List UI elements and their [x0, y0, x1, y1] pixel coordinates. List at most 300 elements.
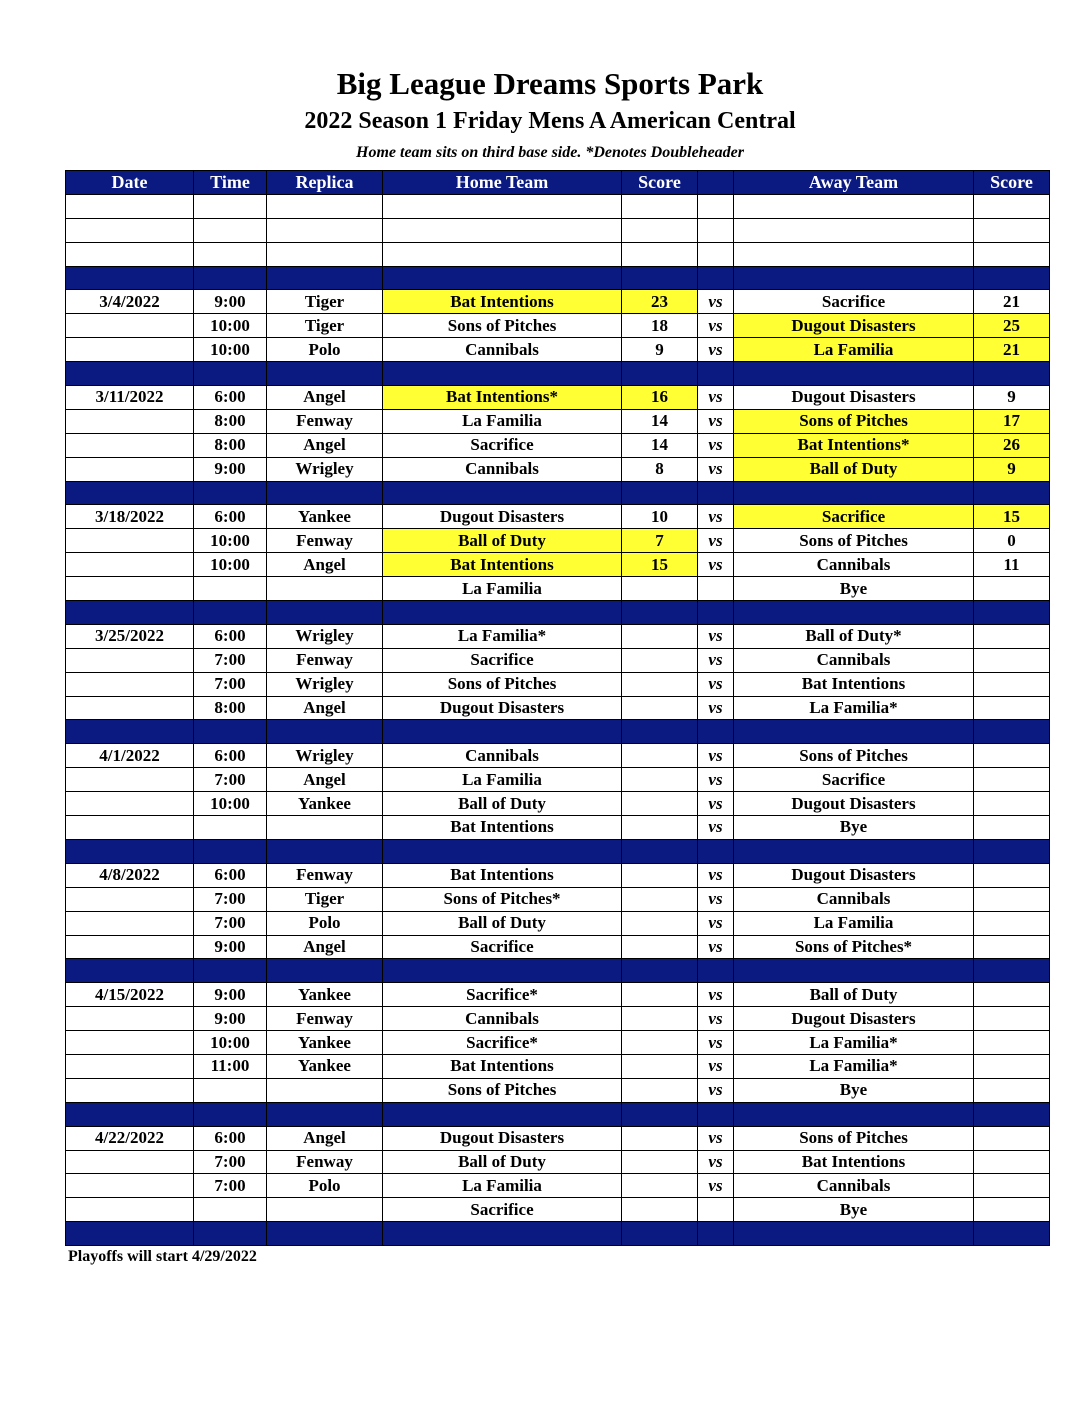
- game-row: [66, 529, 1050, 553]
- date-cell: [66, 1054, 194, 1078]
- away-score-cell: [974, 816, 1050, 840]
- replica-cell: Yankee: [267, 1031, 383, 1055]
- replica-cell: Yankee: [267, 1054, 383, 1078]
- away-team-cell: Cannibals: [734, 648, 974, 672]
- week-separator-row: [66, 839, 1050, 863]
- away-score-cell: [974, 1222, 1050, 1246]
- game-row: [66, 409, 1050, 433]
- away-score-cell: 26: [974, 433, 1050, 457]
- playoffs-note: Playoffs will start 4/29/2022: [68, 1248, 257, 1265]
- away-score-cell: [974, 624, 1050, 648]
- date-cell: 3/11/2022: [66, 386, 194, 410]
- home-score-cell: 9: [622, 338, 698, 362]
- time-cell: [194, 362, 267, 386]
- home-team-cell: Dugout Disasters: [383, 1126, 622, 1150]
- away-team-cell: Cannibals: [734, 1174, 974, 1198]
- away-team-cell: [734, 1222, 974, 1246]
- date-cell: [66, 601, 194, 625]
- vs-cell: vs: [698, 816, 734, 840]
- home-score-cell: [622, 887, 698, 911]
- away-team-cell: Sons of Pitches: [734, 744, 974, 768]
- replica-cell: [267, 577, 383, 601]
- home-team-cell: Ball of Duty: [383, 529, 622, 553]
- home-team-cell: Ball of Duty: [383, 792, 622, 816]
- date-cell: [66, 1031, 194, 1055]
- date-cell: [66, 242, 194, 266]
- home-team-cell: Ball of Duty: [383, 911, 622, 935]
- time-cell: [194, 601, 267, 625]
- time-cell: 6:00: [194, 1126, 267, 1150]
- home-score-cell: [622, 1198, 698, 1222]
- vs-cell: [698, 839, 734, 863]
- game-row: [66, 624, 1050, 648]
- replica-cell: [267, 266, 383, 290]
- replica-cell: Angel: [267, 696, 383, 720]
- away-score-cell: [974, 1007, 1050, 1031]
- replica-cell: Tiger: [267, 887, 383, 911]
- away-team-cell: Ball of Duty: [734, 457, 974, 481]
- away-score-cell: [974, 935, 1050, 959]
- date-cell: [66, 457, 194, 481]
- away-score-cell: [974, 362, 1050, 386]
- vs-cell: vs: [698, 935, 734, 959]
- replica-cell: [267, 1078, 383, 1102]
- home-team-cell: Sacrifice: [383, 1198, 622, 1222]
- time-cell: 7:00: [194, 768, 267, 792]
- game-row: [66, 1198, 1050, 1222]
- time-cell: [194, 577, 267, 601]
- time-cell: [194, 816, 267, 840]
- home-team-cell: [383, 266, 622, 290]
- away-score-cell: 9: [974, 457, 1050, 481]
- home-score-cell: [622, 911, 698, 935]
- time-cell: 6:00: [194, 744, 267, 768]
- home-team-cell: Cannibals: [383, 1007, 622, 1031]
- schedule-body: [66, 194, 1050, 1245]
- home-team-cell: La Familia: [383, 768, 622, 792]
- vs-cell: [698, 218, 734, 242]
- vs-cell: [698, 601, 734, 625]
- home-score-cell: [622, 362, 698, 386]
- vs-cell: vs: [698, 887, 734, 911]
- date-cell: [66, 1222, 194, 1246]
- game-row: [66, 553, 1050, 577]
- time-cell: 10:00: [194, 553, 267, 577]
- vs-cell: vs: [698, 505, 734, 529]
- home-score-cell: [622, 863, 698, 887]
- time-cell: 9:00: [194, 1007, 267, 1031]
- game-row: [66, 768, 1050, 792]
- time-cell: 8:00: [194, 409, 267, 433]
- replica-cell: Polo: [267, 1174, 383, 1198]
- game-row: [66, 290, 1050, 314]
- time-cell: [194, 194, 267, 218]
- time-cell: [194, 839, 267, 863]
- home-team-cell: Sons of Pitches: [383, 1078, 622, 1102]
- game-row: [66, 887, 1050, 911]
- away-score-cell: [974, 194, 1050, 218]
- away-score-cell: [974, 887, 1050, 911]
- home-score-cell: [622, 1078, 698, 1102]
- time-cell: [194, 1102, 267, 1126]
- home-score-cell: [622, 1007, 698, 1031]
- home-team-cell: Sons of Pitches: [383, 314, 622, 338]
- replica-cell: Tiger: [267, 290, 383, 314]
- away-score-cell: [974, 1054, 1050, 1078]
- replica-cell: Yankee: [267, 792, 383, 816]
- home-team-cell: [383, 1102, 622, 1126]
- home-score-cell: [622, 983, 698, 1007]
- date-cell: [66, 1150, 194, 1174]
- replica-cell: Wrigley: [267, 672, 383, 696]
- home-team-cell: [383, 601, 622, 625]
- away-score-cell: [974, 863, 1050, 887]
- column-header-replica: Replica: [267, 171, 383, 195]
- page-subtitle: 2022 Season 1 Friday Mens A American Central: [304, 108, 796, 134]
- week-separator-row: [66, 481, 1050, 505]
- home-team-cell: La Familia: [383, 577, 622, 601]
- time-cell: 11:00: [194, 1054, 267, 1078]
- home-score-cell: [622, 577, 698, 601]
- away-team-cell: [734, 194, 974, 218]
- replica-cell: [267, 1102, 383, 1126]
- away-team-cell: [734, 362, 974, 386]
- time-cell: 10:00: [194, 792, 267, 816]
- game-row: [66, 314, 1050, 338]
- game-row: [66, 911, 1050, 935]
- time-cell: 10:00: [194, 1031, 267, 1055]
- home-team-cell: Dugout Disasters: [383, 696, 622, 720]
- date-cell: 4/22/2022: [66, 1126, 194, 1150]
- vs-cell: vs: [698, 1054, 734, 1078]
- time-cell: 7:00: [194, 648, 267, 672]
- replica-cell: Yankee: [267, 505, 383, 529]
- away-team-cell: Sons of Pitches: [734, 529, 974, 553]
- home-score-cell: [622, 720, 698, 744]
- home-score-cell: [622, 648, 698, 672]
- home-score-cell: 23: [622, 290, 698, 314]
- vs-cell: [698, 194, 734, 218]
- vs-cell: vs: [698, 1150, 734, 1174]
- away-score-cell: [974, 1198, 1050, 1222]
- away-score-cell: [974, 792, 1050, 816]
- away-team-cell: Bat Intentions: [734, 672, 974, 696]
- date-cell: [66, 911, 194, 935]
- date-cell: [66, 887, 194, 911]
- week-separator-row: [66, 362, 1050, 386]
- date-cell: [66, 839, 194, 863]
- week-separator-row: [66, 1222, 1050, 1246]
- away-team-cell: Dugout Disasters: [734, 792, 974, 816]
- time-cell: 10:00: [194, 529, 267, 553]
- replica-cell: [267, 601, 383, 625]
- away-score-cell: [974, 577, 1050, 601]
- away-team-cell: [734, 481, 974, 505]
- game-row: [66, 1007, 1050, 1031]
- home-team-cell: Cannibals: [383, 338, 622, 362]
- replica-cell: [267, 1222, 383, 1246]
- time-cell: 6:00: [194, 386, 267, 410]
- vs-cell: [698, 242, 734, 266]
- home-team-cell: [383, 839, 622, 863]
- time-cell: 6:00: [194, 505, 267, 529]
- date-cell: [66, 409, 194, 433]
- away-team-cell: [734, 839, 974, 863]
- replica-cell: [267, 362, 383, 386]
- date-cell: [66, 1102, 194, 1126]
- game-row: [66, 1031, 1050, 1055]
- replica-cell: Polo: [267, 911, 383, 935]
- date-cell: 3/25/2022: [66, 624, 194, 648]
- home-team-cell: [383, 481, 622, 505]
- home-team-cell: Sacrifice*: [383, 983, 622, 1007]
- replica-cell: Wrigley: [267, 744, 383, 768]
- date-cell: [66, 362, 194, 386]
- week-separator-row: [66, 266, 1050, 290]
- time-cell: 7:00: [194, 1174, 267, 1198]
- home-team-cell: Sons of Pitches: [383, 672, 622, 696]
- home-team-cell: [383, 242, 622, 266]
- column-header-date: Date: [66, 171, 194, 195]
- away-team-cell: Dugout Disasters: [734, 1007, 974, 1031]
- replica-cell: Angel: [267, 553, 383, 577]
- away-score-cell: [974, 648, 1050, 672]
- vs-cell: vs: [698, 624, 734, 648]
- away-team-cell: Bat Intentions: [734, 1150, 974, 1174]
- away-score-cell: [974, 672, 1050, 696]
- away-team-cell: [734, 266, 974, 290]
- date-cell: [66, 672, 194, 696]
- home-score-cell: 15: [622, 553, 698, 577]
- away-score-cell: 15: [974, 505, 1050, 529]
- home-score-cell: [622, 481, 698, 505]
- home-team-cell: Cannibals: [383, 457, 622, 481]
- vs-cell: vs: [698, 1174, 734, 1198]
- replica-cell: [267, 194, 383, 218]
- home-team-cell: [383, 959, 622, 983]
- home-score-cell: [622, 768, 698, 792]
- game-row: [66, 577, 1050, 601]
- replica-cell: Wrigley: [267, 624, 383, 648]
- away-team-cell: Sons of Pitches: [734, 409, 974, 433]
- home-score-cell: 8: [622, 457, 698, 481]
- game-row: [66, 1150, 1050, 1174]
- time-cell: [194, 266, 267, 290]
- date-cell: [66, 338, 194, 362]
- home-score-cell: [622, 959, 698, 983]
- date-cell: [66, 218, 194, 242]
- date-cell: [66, 768, 194, 792]
- away-team-cell: Dugout Disasters: [734, 386, 974, 410]
- date-cell: [66, 1198, 194, 1222]
- replica-cell: [267, 959, 383, 983]
- game-row: [66, 792, 1050, 816]
- away-score-cell: [974, 1126, 1050, 1150]
- date-cell: [66, 194, 194, 218]
- time-cell: 9:00: [194, 290, 267, 314]
- away-team-cell: La Familia*: [734, 1031, 974, 1055]
- away-team-cell: Dugout Disasters: [734, 863, 974, 887]
- time-cell: 7:00: [194, 887, 267, 911]
- game-row: [66, 983, 1050, 1007]
- time-cell: 8:00: [194, 433, 267, 457]
- home-team-cell: [383, 362, 622, 386]
- away-score-cell: 21: [974, 290, 1050, 314]
- table-header-row: [66, 171, 1050, 195]
- game-row: [66, 1054, 1050, 1078]
- away-score-cell: [974, 218, 1050, 242]
- away-score-cell: [974, 1174, 1050, 1198]
- away-score-cell: 9: [974, 386, 1050, 410]
- home-score-cell: [622, 696, 698, 720]
- replica-cell: [267, 720, 383, 744]
- away-score-cell: [974, 1078, 1050, 1102]
- replica-cell: Tiger: [267, 314, 383, 338]
- away-score-cell: [974, 1031, 1050, 1055]
- home-score-cell: 14: [622, 409, 698, 433]
- home-team-cell: Cannibals: [383, 744, 622, 768]
- replica-cell: Fenway: [267, 863, 383, 887]
- replica-cell: Angel: [267, 433, 383, 457]
- game-row: [66, 1174, 1050, 1198]
- home-score-cell: 7: [622, 529, 698, 553]
- replica-cell: [267, 1198, 383, 1222]
- date-cell: [66, 720, 194, 744]
- replica-cell: Wrigley: [267, 457, 383, 481]
- vs-cell: vs: [698, 983, 734, 1007]
- replica-cell: [267, 242, 383, 266]
- away-score-cell: 17: [974, 409, 1050, 433]
- home-team-cell: Bat Intentions: [383, 553, 622, 577]
- game-row: [66, 816, 1050, 840]
- away-team-cell: [734, 242, 974, 266]
- away-team-cell: Dugout Disasters: [734, 314, 974, 338]
- vs-cell: [698, 1102, 734, 1126]
- away-team-cell: Sacrifice: [734, 768, 974, 792]
- date-cell: 4/1/2022: [66, 744, 194, 768]
- vs-cell: vs: [698, 290, 734, 314]
- vs-cell: vs: [698, 314, 734, 338]
- away-score-cell: [974, 601, 1050, 625]
- away-score-cell: [974, 242, 1050, 266]
- game-row: [66, 863, 1050, 887]
- game-row: [66, 744, 1050, 768]
- game-row: [66, 457, 1050, 481]
- date-cell: [66, 792, 194, 816]
- date-cell: [66, 816, 194, 840]
- replica-cell: Angel: [267, 768, 383, 792]
- away-team-cell: Sacrifice: [734, 290, 974, 314]
- time-cell: 9:00: [194, 935, 267, 959]
- replica-cell: Polo: [267, 338, 383, 362]
- time-cell: 7:00: [194, 911, 267, 935]
- time-cell: 10:00: [194, 338, 267, 362]
- replica-cell: [267, 839, 383, 863]
- week-separator-row: [66, 601, 1050, 625]
- replica-cell: [267, 816, 383, 840]
- game-row: [66, 648, 1050, 672]
- away-team-cell: Cannibals: [734, 553, 974, 577]
- vs-cell: vs: [698, 696, 734, 720]
- time-cell: 7:00: [194, 672, 267, 696]
- home-team-cell: Sacrifice: [383, 648, 622, 672]
- vs-cell: vs: [698, 768, 734, 792]
- date-cell: 4/8/2022: [66, 863, 194, 887]
- replica-cell: [267, 481, 383, 505]
- home-team-cell: Sacrifice: [383, 935, 622, 959]
- vs-cell: vs: [698, 1078, 734, 1102]
- replica-cell: Angel: [267, 386, 383, 410]
- time-cell: 8:00: [194, 696, 267, 720]
- date-cell: 3/18/2022: [66, 505, 194, 529]
- date-cell: [66, 696, 194, 720]
- blank-row: [66, 218, 1050, 242]
- week-separator-row: [66, 720, 1050, 744]
- away-team-cell: [734, 720, 974, 744]
- away-team-cell: Sacrifice: [734, 505, 974, 529]
- away-score-cell: 11: [974, 553, 1050, 577]
- away-score-cell: 0: [974, 529, 1050, 553]
- away-team-cell: La Familia: [734, 338, 974, 362]
- away-score-cell: [974, 983, 1050, 1007]
- away-score-cell: [974, 1102, 1050, 1126]
- away-team-cell: Bye: [734, 1198, 974, 1222]
- home-score-cell: [622, 1174, 698, 1198]
- date-cell: [66, 553, 194, 577]
- vs-cell: [698, 266, 734, 290]
- home-score-cell: [622, 1031, 698, 1055]
- vs-cell: [698, 720, 734, 744]
- vs-cell: vs: [698, 386, 734, 410]
- week-separator-row: [66, 959, 1050, 983]
- time-cell: [194, 1222, 267, 1246]
- home-score-cell: [622, 935, 698, 959]
- replica-cell: Yankee: [267, 983, 383, 1007]
- date-cell: [66, 433, 194, 457]
- date-cell: [66, 1078, 194, 1102]
- column-header-home-score: Score: [622, 171, 698, 195]
- vs-cell: vs: [698, 863, 734, 887]
- home-team-cell: [383, 720, 622, 744]
- home-score-cell: [622, 242, 698, 266]
- vs-cell: vs: [698, 792, 734, 816]
- time-cell: 6:00: [194, 624, 267, 648]
- vs-cell: vs: [698, 672, 734, 696]
- date-cell: [66, 1174, 194, 1198]
- vs-cell: vs: [698, 1126, 734, 1150]
- away-team-cell: Sons of Pitches*: [734, 935, 974, 959]
- away-score-cell: [974, 744, 1050, 768]
- vs-cell: [698, 577, 734, 601]
- home-team-cell: Sons of Pitches*: [383, 887, 622, 911]
- home-score-cell: [622, 816, 698, 840]
- vs-cell: vs: [698, 433, 734, 457]
- game-row: [66, 672, 1050, 696]
- home-score-cell: [622, 601, 698, 625]
- away-team-cell: Bye: [734, 577, 974, 601]
- home-team-cell: Sacrifice*: [383, 1031, 622, 1055]
- away-score-cell: [974, 266, 1050, 290]
- home-score-cell: [622, 792, 698, 816]
- date-cell: 4/15/2022: [66, 983, 194, 1007]
- column-header-home-team: Home Team: [383, 171, 622, 195]
- vs-cell: vs: [698, 457, 734, 481]
- blank-row: [66, 194, 1050, 218]
- home-score-cell: [622, 1150, 698, 1174]
- away-team-cell: La Familia: [734, 911, 974, 935]
- vs-cell: [698, 1222, 734, 1246]
- replica-cell: Fenway: [267, 409, 383, 433]
